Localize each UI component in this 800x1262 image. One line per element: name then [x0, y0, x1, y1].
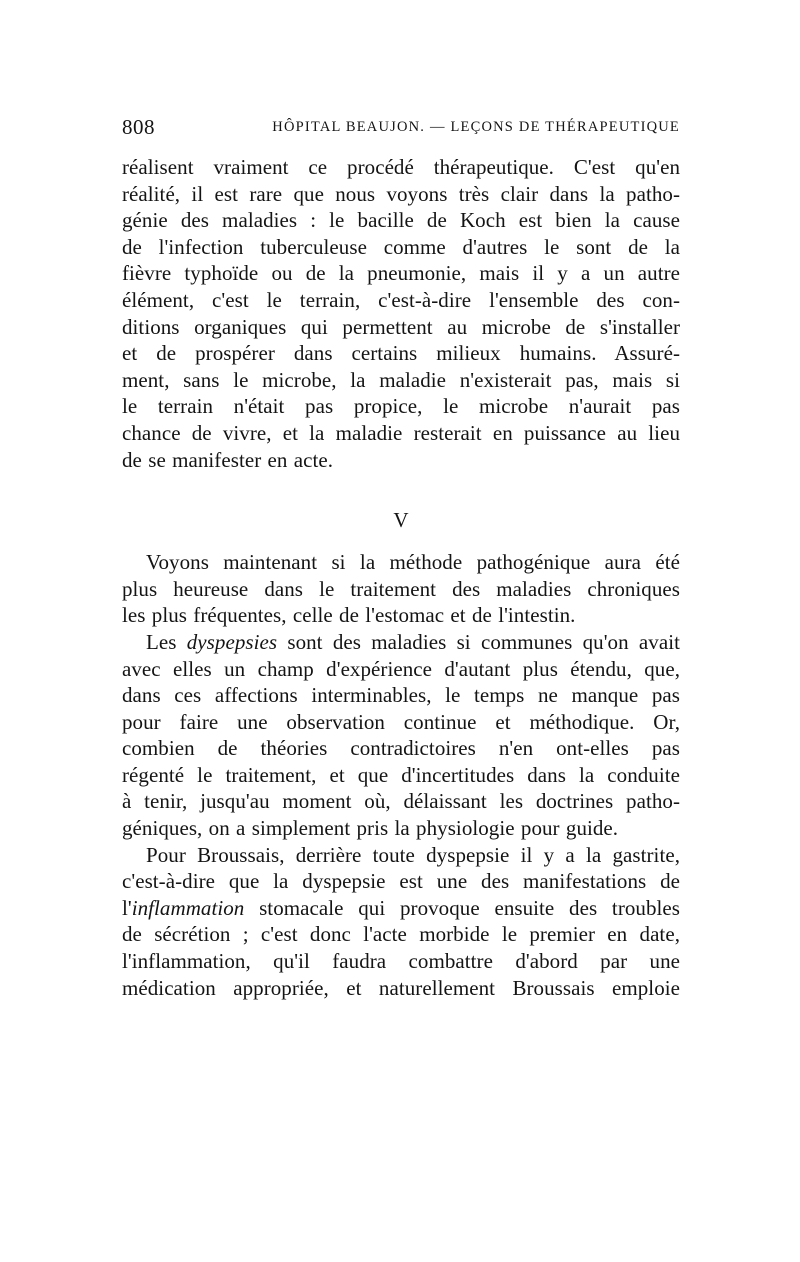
text-line: réalité, il est rare que nous voyons très clair dans la patho- — [122, 181, 680, 206]
text-line: le terrain n'était pas propice, le microbe n'aurait pas — [122, 394, 680, 419]
text-line: de se manifester en acte. — [122, 447, 334, 472]
text-line: élément, c'est le terrain, c'est-à-dire l'ensemble des con- — [122, 287, 680, 312]
text-line — [122, 629, 680, 656]
text-line: ditions organiques qui permettent au microbe de s'installer — [122, 314, 680, 339]
text-line: de l'infection tuberculeuse comme d'autres le sont de la — [122, 234, 680, 259]
text-line: de sécrétion ; c'est donc l'acte morbide le premier en date, — [122, 922, 680, 947]
text-line: dans ces affections interminables, le temps ne manque pas — [122, 683, 680, 708]
text-line: génie des maladies : le bacille de Koch est bien la cause — [122, 208, 680, 233]
italic-term: inflammation — [131, 895, 245, 920]
text-line: et de prospérer dans certains milieux humains. Assuré- — [122, 341, 680, 366]
text-line: ment, sans le microbe, la maladie n'existerait pas, mais si — [122, 367, 680, 392]
text-line — [122, 895, 680, 922]
text-line: fièvre typhoïde ou de la pneumonie, mais il y a un autre — [122, 261, 680, 286]
text-line: plus heureuse dans le traitement des maladies chroniques — [122, 576, 680, 601]
italic-term: dyspepsies — [186, 629, 278, 654]
text-line: Voyons maintenant si la méthode pathogénique aura été — [146, 550, 680, 575]
text-line: pour faire une observation continue et méthodique. Or, — [122, 709, 680, 734]
text-run: l' — [122, 895, 132, 920]
text-run: sont des maladies si communes qu'on avait — [277, 629, 680, 654]
text-line: c'est-à-dire que la dyspepsie est une des manifestations de — [122, 869, 680, 894]
text-run: Les — [146, 629, 187, 654]
page-number: 808 — [122, 115, 155, 139]
text-line: Pour Broussais, derrière toute dyspepsie il y a la gastrite, — [146, 842, 680, 867]
running-head — [122, 112, 680, 142]
section-body — [122, 549, 680, 1001]
text-line: à tenir, jusqu'au moment où, délaissant les doctrines patho- — [122, 789, 680, 814]
text-line: réalisent vraiment ce procédé thérapeutique. C'est qu'en — [122, 155, 680, 179]
text-line: chance de vivre, et la maladie resterait en puissance au lieu — [122, 420, 680, 445]
paragraph-terrain — [122, 154, 680, 473]
text-line: géniques, on a simplement pris la physiologie pour guide. — [122, 816, 619, 841]
text-line: médication appropriée, et naturellement Broussais emploie — [122, 975, 680, 1000]
text-line: les plus fréquentes, celle de l'estomac et de l'intestin. — [122, 603, 576, 628]
book-page — [122, 112, 680, 1001]
text-line: combien de théories contradictoires n'en ont-elles pas — [122, 736, 680, 761]
running-title: HÔPITAL BEAUJON. — LEÇONS DE THÉRAPEUTIQUE — [272, 119, 680, 135]
text-line: l'inflammation, qu'il faudra combattre d'abord par une — [122, 949, 680, 974]
section-heading: V — [393, 508, 409, 533]
text-line: régenté le traitement, et que d'incertitudes dans la conduite — [122, 762, 680, 787]
text-run: stomacale qui provoque ensuite des troubles — [244, 895, 680, 920]
text-line: avec elles un champ d'expérience d'autant plus étendu, que, — [122, 656, 680, 681]
